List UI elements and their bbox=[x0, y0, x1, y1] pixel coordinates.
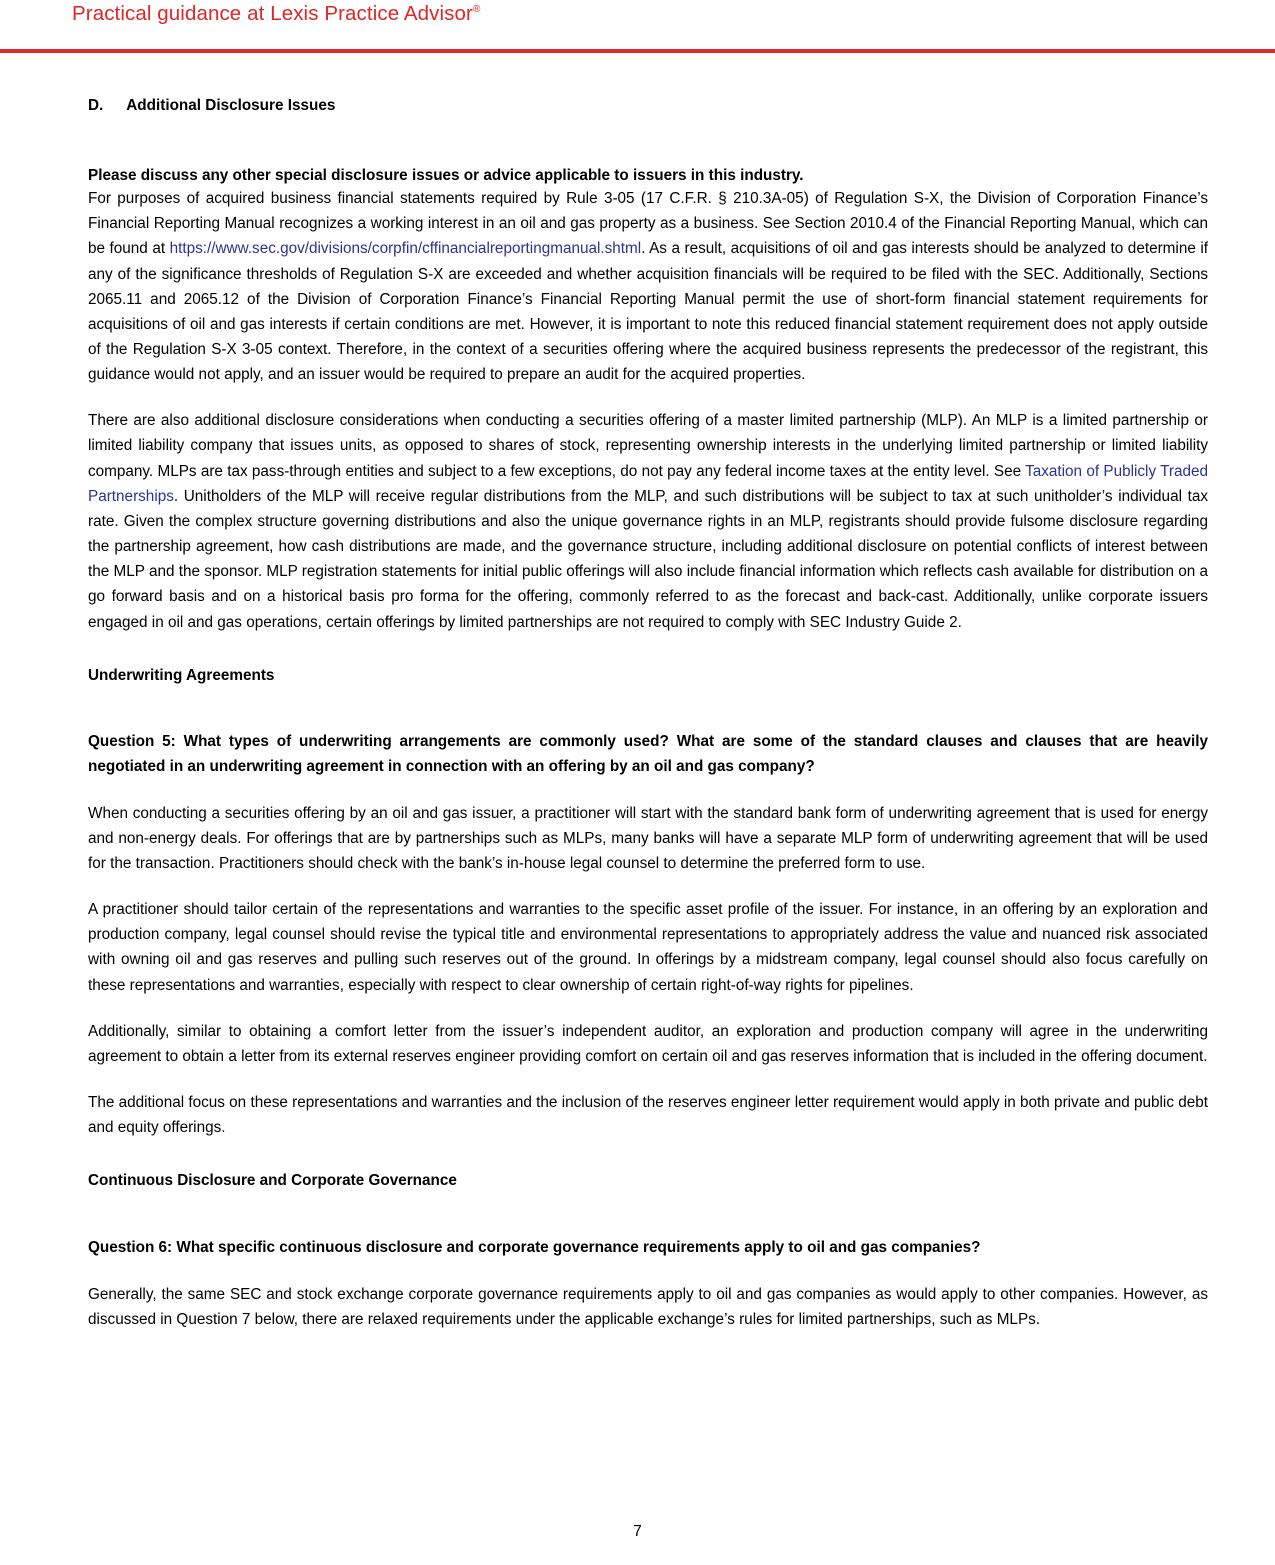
question-5-heading: Question 5: What types of underwriting arrangements are commonly used? What are some of the standard clauses and clauses that are heavily negotiated in an underwriting agreement in connection with an offering by an oil and gas company? bbox=[88, 733, 1208, 775]
paragraph-bank-form: When conducting a securities offering by an oil and gas issuer, a practitioner will start with the standard bank form of underwriting agreement that is used for energy and non-energy deals. For offerings that are by partnerships such as MLPs, many banks will have a separate MLP form of underwriting agreement that will be used for the transaction. Practitioners should check with the bank’s in-house legal counsel to determine the preferred form to use. bbox=[88, 804, 1208, 872]
sec-financial-reporting-manual-link[interactable]: https://www.sec.gov/divisions/corpfin/cffinancialreportingmanual.shtml bbox=[169, 240, 642, 258]
subheading-underwriting-agreements: Underwriting Agreements bbox=[88, 666, 275, 684]
header-divider bbox=[0, 49, 1275, 53]
paragraph-mlp-considerations bbox=[88, 408, 1208, 634]
paragraph-private-public-offerings: The additional focus on these representations and warranties and the inclusion of the reserves engineer letter requirement would apply in both private and public debt and equity offerings. bbox=[88, 1094, 1208, 1137]
header-title bbox=[72, 2, 480, 26]
paragraph-text-part-1: There are also additional disclosure considerations when conducting a securities offering of a master limited partnership (MLP). An MLP is a limited partnership or limited liability company that issues units, as opposed to shares of stock, representing ownership interests in the underlying limited partnership or limited liability company. MLPs are tax pass-through entities and subject to a few exceptions, do not pay any federal income taxes at the entity level. See bbox=[88, 412, 1208, 480]
document-content bbox=[88, 96, 1208, 1332]
paragraph-acquired-business bbox=[88, 186, 1208, 387]
registered-trademark-icon: ® bbox=[472, 4, 481, 16]
section-heading-d: D. Additional Disclosure Issues bbox=[88, 97, 336, 114]
header-title-text: Practical guidance at Lexis Practice Advisor bbox=[72, 2, 473, 25]
question-6-heading: Question 6: What specific continuous disclosure and corporate governance requirements apply to oil and gas companies? bbox=[88, 1238, 981, 1256]
subheading-continuous-disclosure: Continuous Disclosure and Corporate Governance bbox=[88, 1172, 457, 1190]
paragraph-representations-warranties: A practitioner should tailor certain of the representations and warranties to the specific asset profile of the issuer. For instance, in an offering by an exploration and production company, legal counsel should revise the typical title and environmental representations to appropriately address the value and nuanced risk associated with owning oil and gas reserves and pulling such reserves out of the ground. In offerings by a midstream company, legal counsel should also focus carefully on these representations and warranties, especially with respect to clear ownership of certain right-of-way rights for pipelines. bbox=[88, 901, 1208, 994]
paragraph-comfort-letter: Additionally, similar to obtaining a comfort letter from the issuer’s independent auditor, an exploration and production company will agree in the underwriting agreement to obtain a letter from its external reserves engineer providing comfort on certain oil and gas reserves information that is included in the offering document. bbox=[88, 1022, 1208, 1065]
paragraph-text-part-2: . Unitholders of the MLP will receive regular distributions from the MLP, and such distributions will be subject to tax at such unitholder’s individual tax rate. Given the complex structure governing distributions and also the unique governance rights in an MLP, registrants should provide fulsome disclosure regarding the partnership agreement, how cash distributions are made, and the governance structure, including additional disclosure on potential conflicts of interest between the MLP and the sponsor. MLP registration statements for initial public offerings will also include financial information which reflects cash available for distribution on a go forward basis and on a historical basis pro forma for the offering, commonly referred to as the forecast and back-cast. Additionally, unlike corporate issuers engaged in oil and gas operations, certain offerings by limited partnerships are not required to comply with SEC Industry Guide 2. bbox=[88, 487, 1208, 631]
paragraph-text-part-2: . As a result, acquisitions of oil and gas interests should be analyzed to determine if any of the significance thresholds of Regulation S-X are exceeded and whether acquisition financials will be required to be filed with the SEC. Additionally, Sections 2065.11 and 2065.12 of the Division of Corporation Finance’s Financial Reporting Manual permit the use of short-form financial statement requirements for acquisitions of oil and gas interests if certain conditions are met. However, it is important to note this reduced financial statement requirement does not apply outside of the Regulation S-X 3-05 context. Therefore, in the context of a securities offering where the acquired business represents the predecessor of the registrant, this guidance would not apply, and an issuer would be required to prepare an audit for the acquired properties. bbox=[88, 240, 1208, 384]
page-header bbox=[0, 0, 1275, 54]
lead-question: Please discuss any other special disclosure issues or advice applicable to issuers in this industry. bbox=[88, 166, 804, 184]
page-number: 7 bbox=[633, 1523, 642, 1540]
taxation-publicly-traded-partnerships-link[interactable]: Taxation of Publicly Traded Partnerships bbox=[88, 462, 1208, 505]
paragraph-text-part-1: For purposes of acquired business financial statements required by Rule 3-05 (17 C.F.R. § 210.3A-05) of Regulation S-X, the Division of Corporation Finance’s Financial Reporting Manual recognizes a working interest in an oil and gas property as a business. See Section 2010.4 of the Financial Reporting Manual, which can be found at bbox=[88, 190, 1208, 258]
paragraph-governance-requirements: Generally, the same SEC and stock exchange corporate governance requirements apply to oil and gas companies as would apply to other companies. However, as discussed in Question 7 below, there are relaxed requirements under the applicable exchange’s rules for limited partnerships, such as MLPs. bbox=[88, 1285, 1208, 1328]
